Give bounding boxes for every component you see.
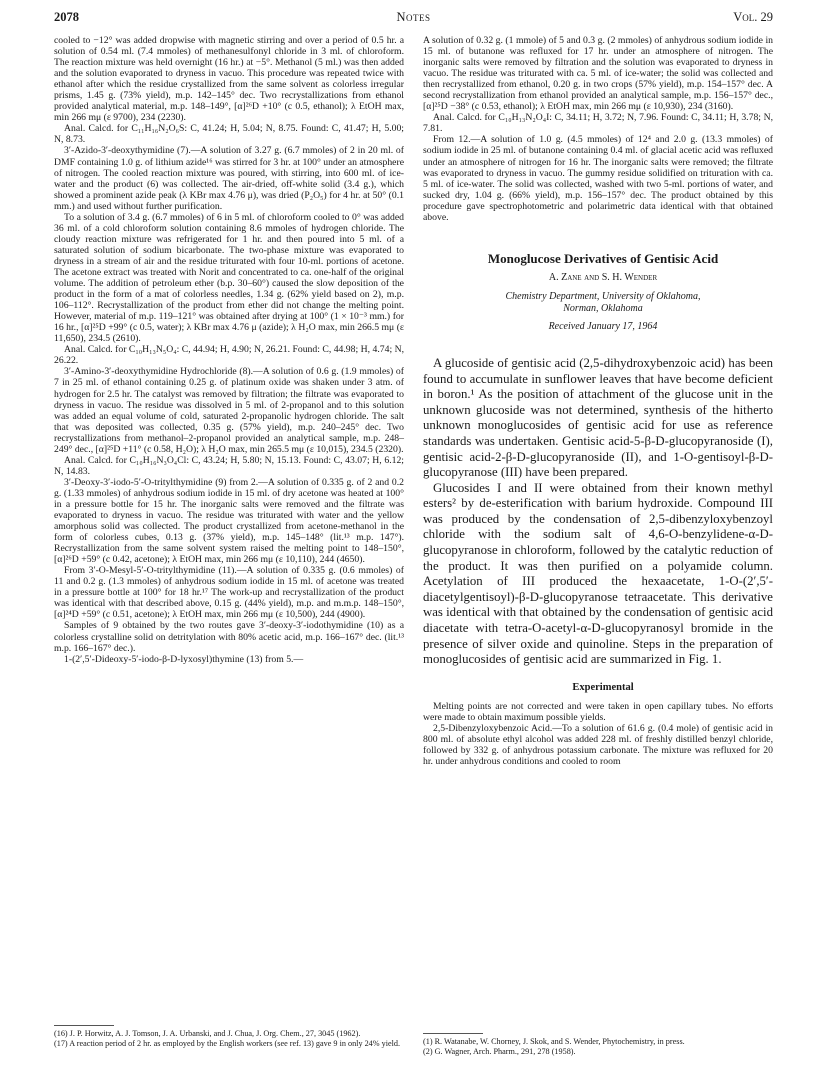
- received-date: Received January 17, 1964: [548, 320, 658, 332]
- experimental-paragraph: 2,5-Dibenzyloxybenzoic Acid.—To a solution of 61.6 g. (0.4 mole) of gentisic acid in 800 ml. of absolute ethyl alcohol was added 228 ml. of freshly distilled benzyl chloride, followed by 332 g. of anhydrous potassium carbonate. The mixture was refluxed for 20 hr. under anhydrous conditions and cooled to room: [423, 722, 773, 768]
- page-header: [54, 10, 773, 28]
- analysis-paragraph: Anal. Calcd. for C₁₁H₁₆N₂O₆S: C, 41.24; H, 5.04; N, 8.75. Found: C, 41.47; H, 5.00; N, 8.73.: [54, 123, 404, 146]
- analysis-paragraph: Anal. Calcd. for C₁₀H₁₆N₃O₄Cl: C, 43.24; H, 5.80; N, 15.13. Found: C, 43.07; H, 6.12; N, 14.83.: [54, 454, 404, 477]
- analysis-paragraph: Anal. Calcd. for C₁₀H₁₃N₅O₄: C, 44.94; H, 4.90; N, 26.21. Found: C, 44.98; H, 4.74; N, 26.22.: [54, 344, 404, 367]
- volume-label: Vol. 29: [733, 10, 773, 24]
- experimental-heading: Experimental: [572, 681, 634, 693]
- analysis-paragraph: Anal. Calcd. for C₁₀H₁₃N₂O₄I: C, 34.11; H, 3.72; N, 7.96. Found: C, 34.11; H, 3.78; N, 7.81.: [423, 112, 773, 135]
- body-paragraph: From 12.—A solution of 1.0 g. (4.5 mmoles) of 12⁴ and 2.0 g. (13.3 mmoles) of sodium iodide in 25 ml. of butanone containing 0.4 ml. of glacial acetic acid was refluxed under an atmosphere of nitrogen for 16 hr. The inorganic salts were removed; the filtrate was evaporated to dryness in vacuo. The gummy residue solidified on trituration with ca. 5 ml. of ice-water. The solid was collected, washed with two 5-ml. portions of water, and sucked dry, 1.04 g. (66% yield), m.p. 156–157° dec. The product obtained by this procedure gave spectrophotometric and polarimetric data identical with that obtained above.: [423, 134, 773, 223]
- body-paragraph: 1-(2′,5′-Dideoxy-5′-iodo-β-D-lyxosyl)thymine (13) from 5.—: [64, 653, 304, 665]
- left-footnotes: [54, 1029, 404, 1049]
- footnote: (17) A reaction period of 2 hr. as employed by the English workers (see ref. 13) gave 9 in only 24% yield.: [54, 1039, 401, 1048]
- body-paragraph: To a solution of 3.4 g. (6.7 mmoles) of 6 in 5 ml. of chloroform cooled to 0° was added 36 ml. of a cold chloroform solution containing 8.6 mmoles of hydrogen chloride. The cloudy reaction mixture was refrigerated for 1 hr. and then poured into 5 ml. of a saturated solution of sodium bicarbonate. The two-phase mixture was evaporated to dryness in a stream of air and the residue triturated with four 10-ml. portions of acetone. The acetone extract was treated with Norit and concentrated to ca. one-half of the original volume. The addition of petroleum ether (b.p. 30–60°) caused the slow deposition of the product in the form of a mat of colorless needles, 1.34 g. (62% yield based on 2), m.p. 106–112°. Recrystallization of the product from ether did not change the melting point. However, material of m.p. 119–121° was obtained after drying at 100° (1 × 10⁻³ mm.) for 16 hr., [α]²⁵D +99° (c 0.5, water); λ KBr max 4.76 μ (azide); λ H₂O max, min 266.5 mμ (ε 11,650), 234.5 (2610).: [54, 211, 404, 345]
- page-number: 2078: [54, 10, 79, 24]
- body-paragraph: From 3′-O-Mesyl-5′-O-tritylthymidine (11).—A solution of 0.335 g. (0.6 mmoles) of 11 and 0.2 g. (1.3 mmoles) of anhydrous sodium iodide in 15 ml. of acetone was treated in a pressure bottle at 100° for 18 hr.¹⁷ The work-up and recrystallization of the product was identical with that described above, 0.15 g. (44% yield), m.p. and m.m.p. 148–150°, [α]²⁴D +59° (c 0.51, acetone); λ EtOH max, min 266 mμ (ε 10,500), 244 (4900).: [54, 565, 404, 621]
- body-paragraph: 3′-Deoxy-3′-iodo-5′-O-tritylthymidine (9) from 2.—A solution of 0.335 g. of 2 and 0.2 g. (1.33 mmoles) of anhydrous sodium iodide in 15 ml. of dry acetone was heated at 100° in a pressure bottle for 15 hr. The inorganic salts were removed and the filtrate was evaporated to dryness in vacuo. The residue was triturated with water and the yellow amorphous solid was collected. The product crystallized from acetone-methanol in the form of colorless cubes, 0.13 g. (37% yield), m.p. 145–148° (lit.¹³ m.p. 147°). Recrystallization from the same solvent system raised the melting point to 148–150°, [α]²⁶D +59° (c 0.42, acetone); λ EtOH max, min 266 mμ (ε 10,110), 244 (4650).: [54, 476, 404, 566]
- journal-section: Notes: [396, 10, 431, 24]
- body-paragraph: A solution of 0.32 g. (1 mmole) of 5 and 0.3 g. (2 mmoles) of anhydrous sodium iodide in 15 ml. of butanone was refluxed for 17 hr. under an atmosphere of nitrogen. The inorganic salts were removed by filtration and the solution was evaporated to dryness in vacuo. The residue was triturated with ca. 5 ml. of ice-water; the solid was collected and then recrystallized from ethanol, 0.20 g. in two crops (57% yield), m.p. 154–157° dec. A second recrystallization from ethanol provided an analytical sample, m.p. 156–157° dec., [α]²⁵D −38° (c 0.53, ethanol); λ EtOH max, min 266 mμ (ε 10,930), 234 (3160).: [423, 35, 773, 113]
- footnote-rule-right: [423, 1033, 483, 1034]
- footnote: (16) J. P. Horwitz, A. J. Tomson, J. A. Urbanski, and J. Chua, J. Org. Chem., 27, 3045 (1962).: [54, 1029, 361, 1038]
- footnote-rule-left: [54, 1025, 114, 1026]
- article-authors: A. Zane and S. H. Wender: [548, 271, 658, 283]
- right-footnotes: [423, 1037, 773, 1057]
- affiliation-line: Chemistry Department, University of Oklahoma,: [505, 290, 701, 302]
- experimental-paragraph: Melting points are not corrected and were taken in open capillary tubes. No efforts were made to obtain maximum possible yields.: [423, 700, 773, 723]
- body-paragraph: cooled to −12° was added dropwise with magnetic stirring and over a period of 0.5 hr. a solution of 0.54 ml. (7.4 mmoles) of methanesulfonyl chloride in 3 ml. of chloroform. The reaction mixture was held overnight (16 hr.) at −5°. Methanol (5 ml.) was then added and the solution evaporated to dryness in vacuo. This procedure was repeated twice with ethanol after which the residue crystallized from the same solvent as colorless irregular prisms, 1.45 g. (73% yield), m.p. 142–145° dec. Two recrystallizations from ethanol provided analytical material, m.p. 148–149°, [α]²⁶D +10° (c 0.5, ethanol); λ EtOH max, min 266 mμ (ε 9700), 234 (2230).: [54, 35, 404, 124]
- body-paragraph: 3′-Amino-3′-deoxythymidine Hydrochloride (8).—A solution of 0.6 g. (1.9 mmoles) of 7 in 25 ml. of ethanol containing 0.25 g. of platinum oxide was shaken under 3 atm. of hydrogen for 2.5 hr. The catalyst was removed by filtration; the filtrate was evaporated to dryness in vacuo. The residue was dissolved in 5 ml. of 2-propanol and to this solution was added an equal volume of cold, saturated 2-propanolic hydrogen chloride. The salt that was deposited was collected, 0.35 g. (57% yield), m.p. 240–245° dec. Two recrystallizations from methanol–2-propanol provided an analytical sample, m.p. 248–249° dec., [α]²⁵D +11° (c 0.58, H₂O); λ H₂O max, min 265.5 mμ (ε 10,015), 234.5 (2320).: [54, 366, 404, 455]
- left-column: [54, 35, 404, 665]
- footnote: (2) G. Wagner, Arch. Pharm., 291, 278 (1958).: [423, 1047, 576, 1056]
- article-title: Monoglucose Derivatives of Gentisic Acid: [487, 250, 719, 266]
- article-introduction: [423, 356, 773, 668]
- footnote: (1) R. Watanabe, W. Chorney, J. Skok, and S. Wender, Phytochemistry, in press.: [423, 1037, 685, 1046]
- affiliation-line: Norman, Oklahoma: [563, 302, 643, 314]
- intro-paragraph: A glucoside of gentisic acid (2,5-dihydroxybenzoic acid) has been found to accumulate in sunflower leaves that have become deficient in boron.¹ As the position of attachment of the glucose unit in the unknown glucoside was not determined, synthesis of the hitherto unknown monoglucosides of gentisic acid for use as reference standards was undertaken. Gentisic acid-5-β-D-glucopyranoside (I), gentisic acid-2-β-D-glucopyranoside (II), and 1-O-gentisoyl-β-D-glucopyranose (III) have been prepared.: [423, 355, 773, 480]
- body-paragraph: 3′-Azido-3′-deoxythymidine (7).—A solution of 3.27 g. (6.7 mmoles) of 2 in 20 ml. of DMF containing 1.0 g. of lithium azide¹⁶ was stirred for 3 hr. at 100° under an atmosphere of nitrogen. The cooled reaction mixture was poured, with stirring, into 600 ml. of ice-water and the product (6) was collected. The air-dried, off-white solid (3.4 g.), which showed a prominent azide peak (λ KBr max 4.76 μ), was dried (P₂O₅) for 4 hr. at 50° (0.1 mm.) and used without further purification.: [54, 145, 404, 212]
- body-paragraph: Samples of 9 obtained by the two routes gave 3′-deoxy-3′-iodothymidine (10) as a colorless crystalline solid on detritylation with 80% acetic acid, m.p. 166–167° dec. (lit.¹³ m.p. 166–167° dec.).: [54, 620, 404, 654]
- intro-paragraph: Glucosides I and II were obtained from their known methyl esters² by de-esterification with barium hydroxide. Compound III was produced by the condensation of 2,5-dibenzyloxybenzoyl chloride with the sodium salt of 4,6-O-benzylidene-α-D-glucopyranose in chloroform, followed by the catalytic reduction of the product. It was then purified on a polyamide column. Acetylation of III produced the hexaacetate, 1-O-(2′,5′-diacetylgentisoyl)-β-D-glucopyranose tetraacetate. This derivative was identical with that obtained by the condensation of gentisic acid diacetate with tetra-O-acetyl-α-D-glucopyranosyl bromide in the presence of silver oxide and quinoline. Steps in the preparation of monoglucosides of gentisic acid are summarized in Fig. 1.: [423, 480, 773, 667]
- right-column: [423, 35, 773, 767]
